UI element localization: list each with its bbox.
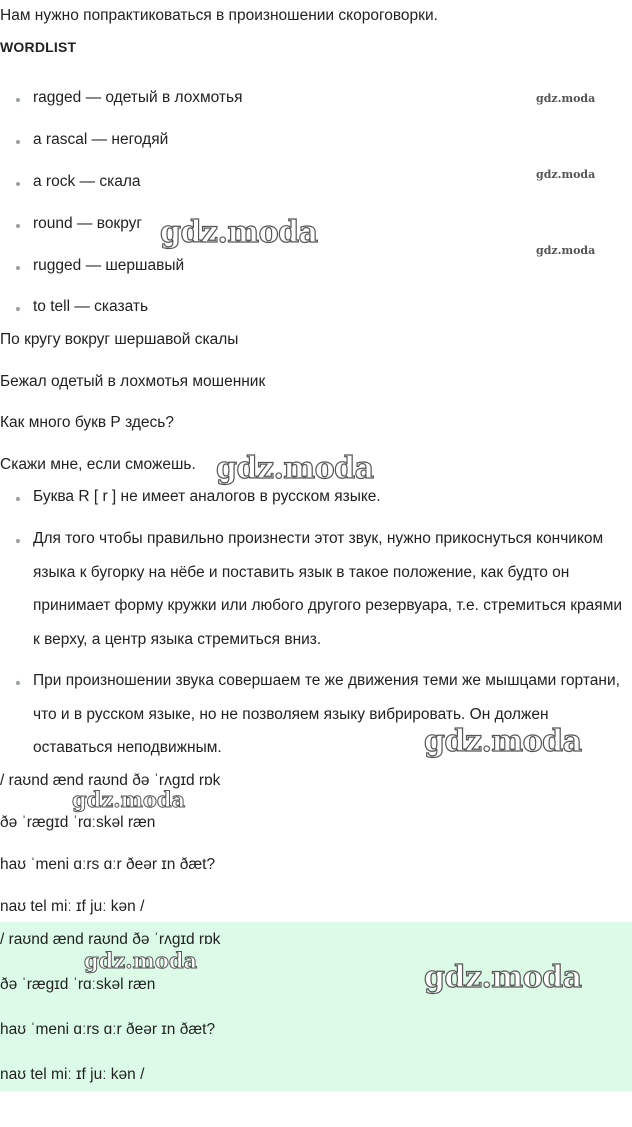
bullet-icon — [16, 98, 20, 102]
wordlist-item: a rock — скала — [33, 173, 141, 190]
note-item: Буква R [ r ] не имеет аналогов в русском языке. — [33, 488, 381, 505]
watermark: gdz.moda — [536, 244, 596, 257]
watermark: gdz.moda — [72, 787, 186, 812]
poem-line: Скажи мне, если сможешь. — [0, 456, 196, 473]
bullet-icon — [16, 681, 20, 685]
transcription-line: naʊ tel miː ɪf juː kən / — [0, 898, 145, 915]
bullet-icon — [16, 307, 20, 311]
watermark: gdz.moda — [424, 960, 582, 995]
watermark: gdz.moda — [216, 451, 374, 486]
poem-line: Как много букв Р здесь? — [0, 414, 174, 431]
poem-line: Бежал одетый в лохмотья мошенник — [0, 373, 266, 390]
watermark: gdz.moda — [84, 948, 198, 973]
note-item: Для того чтобы правильно произнести этот звук, нужно прикоснуться кончиком языка к бугорку на нёбе и поставить язык в такое положение, как будто он принимает форму кружки или любого другого резервуара, т.е. стремиться краями к верху, а центр языка стремиться вниз. — [33, 530, 623, 648]
intro-text: Нам нужно попрактиковаться в произношении скороговорки. — [0, 7, 438, 24]
bullet-icon — [16, 224, 20, 228]
bullet-icon — [16, 140, 20, 144]
wordlist-item: a rascal — негодяй — [33, 131, 169, 148]
watermark: gdz.moda — [536, 168, 596, 181]
transcription-line: ðə ˈræɡɪd ˈrɑːskəl ræn — [0, 814, 156, 831]
note-item: При произношении звука совершаем те же движения теми же мышцами гортани, что и в русском языке, но не позволяем языку вибрировать. Он должен оставаться неподвижным. — [33, 672, 620, 756]
bullet-icon — [16, 266, 20, 270]
transcription-line: haʊ ˈmeni ɑːrs ɑːr ðeər ɪn ðæt? — [0, 856, 216, 873]
transcription-line: / raʊnd ænd raʊnd ðə ˈrʌɡɪd rɒk — [0, 931, 221, 948]
wordlist-item: rugged — шершавый — [33, 257, 185, 274]
transcription-line: naʊ tel miː ɪf juː kən / — [0, 1066, 145, 1083]
watermark: gdz.moda — [536, 92, 596, 105]
transcription-line: / raʊnd ænd raʊnd ðə ˈrʌɡɪd rɒk — [0, 772, 221, 789]
transcription-line: ðə ˈræɡɪd ˈrɑːskəl ræn — [0, 976, 156, 993]
bullet-icon — [16, 497, 20, 501]
wordlist-item: ragged — одетый в лохмотья — [33, 89, 243, 106]
wordlist-item: to tell — сказать — [33, 298, 149, 315]
bullet-icon — [16, 539, 20, 543]
wordlist-heading: WORDLIST — [0, 39, 77, 55]
bullet-icon — [16, 182, 20, 186]
watermark: gdz.moda — [160, 215, 318, 250]
wordlist-item: round — вокруг — [33, 215, 143, 232]
poem-line: По кругу вокруг шершавой скалы — [0, 331, 239, 348]
watermark: gdz.moda — [424, 724, 582, 759]
transcription-line: haʊ ˈmeni ɑːrs ɑːr ðeər ɪn ðæt? — [0, 1021, 216, 1038]
